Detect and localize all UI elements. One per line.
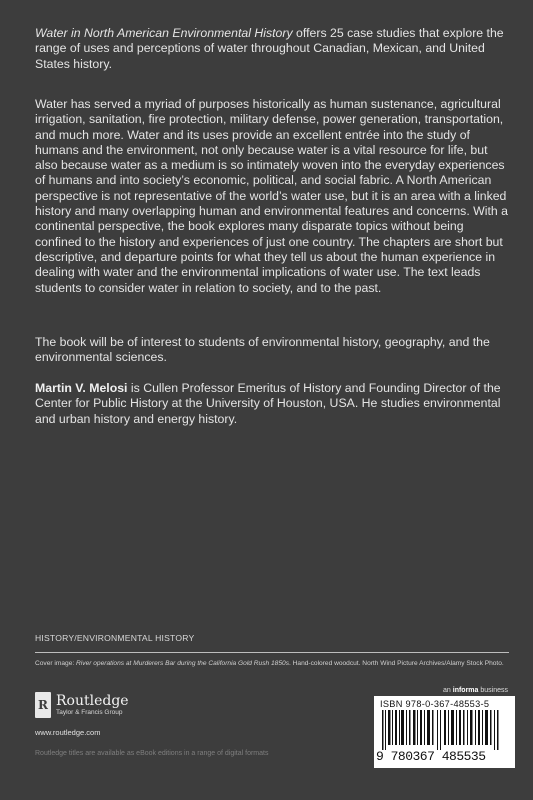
informa-business-tag	[443, 687, 508, 694]
description-intro	[35, 26, 510, 72]
ebook-note: Routledge titles are available as eBook editions in a range of digital formats	[35, 750, 269, 757]
barcode-number: 9 780367 485535	[376, 749, 486, 764]
isbn-text: ISBN 978-0-367-48553-5	[380, 699, 490, 709]
publisher-name: Routledge	[56, 693, 129, 709]
author-bio	[35, 381, 510, 427]
routledge-logo-icon: R	[35, 692, 51, 718]
informa-prefix: an	[443, 687, 453, 694]
credit-rest: . Hand-colored woodcut. North Wind Picture Archives/Alamy Stock Photo.	[289, 660, 504, 667]
publisher-group: Taylor & Francis Group	[56, 709, 123, 716]
credit-prefix: Cover image:	[35, 660, 77, 667]
subject-category: HISTORY/ENVIRONMENTAL HISTORY	[35, 633, 195, 643]
book-title-italic: Water in North American Environmental History	[35, 26, 293, 40]
informa-suffix: business	[478, 687, 508, 694]
credit-title: River operations at Murderers Bar during the California Gold Rush 1850s	[76, 660, 289, 667]
audience-paragraph: The book will be of interest to students of environmental history, geography, and the environmental sciences.	[35, 335, 490, 365]
author-bio-text: is Cullen Professor Emeritus of History and Founding Director of the Center for Public History at the University of Houston, USA. He studies environmental and urban history and energy history.	[35, 381, 501, 426]
divider-line	[35, 652, 509, 653]
isbn-barcode-box	[374, 696, 515, 768]
description-body: Water has served a myriad of purposes historically as human sustenance, agricultural irrigation, sanitation, fire protection, military defense, power generation, transportation, and much more. Water and its uses provide an excellent entrée into the study of humans and the environment, not only because water is a vital resource for life, but also because water as a medium is so intimately woven into the everyday experiences of humans and into society’s economic, political, and social fabric. A North American perspective is not representative of the world’s water use, but it is an area with a linked history and many overlapping human and environmental features and concerns. With a continental perspective, the book explores many disparate topics without being confined to the history and experiences of just one country. The chapters are short but descriptive, and departure points for what they tell us about the human experience in dealing with water and the environmental implications of water use. The text leads students to consider water in relation to society, and to the past.	[35, 97, 509, 295]
barcode-bars-icon	[382, 710, 507, 750]
routledge-logo	[35, 692, 129, 718]
author-name: Martin V. Melosi	[35, 381, 128, 395]
publisher-url: www.routledge.com	[35, 728, 101, 737]
cover-image-credit	[35, 659, 515, 668]
intro-text: offers 25 case studies that explore the range of uses and perceptions of water throughout Canadian, Mexican, and United States history.	[35, 26, 504, 71]
informa-brand: informa	[452, 687, 479, 694]
